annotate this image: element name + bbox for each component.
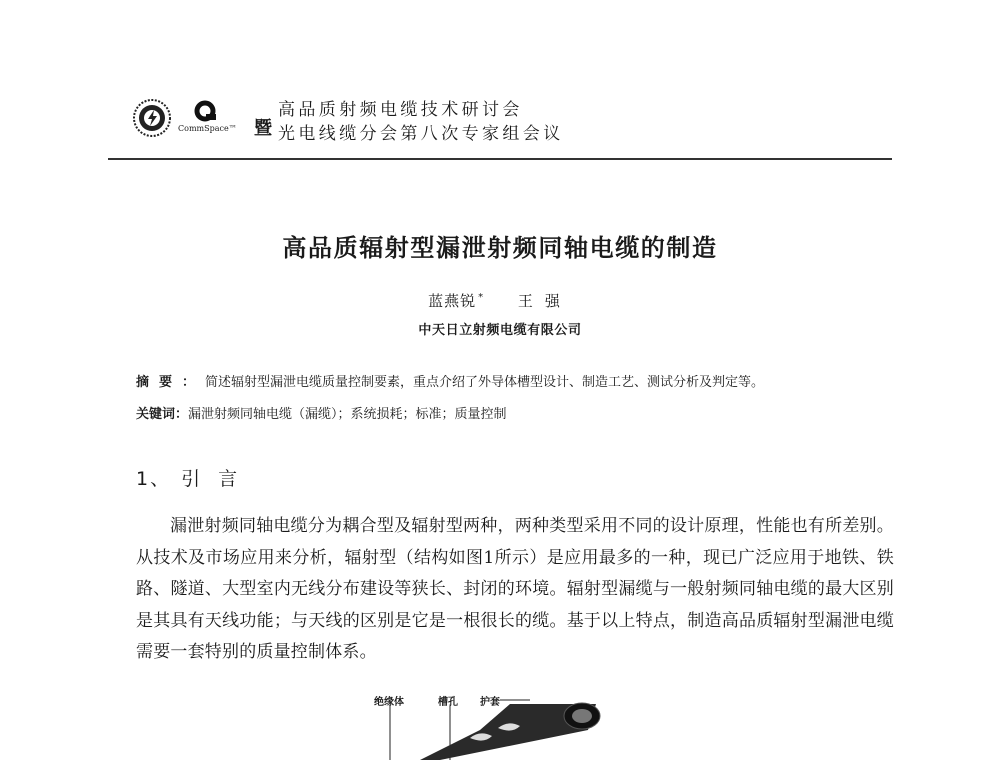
figure-label-slot: 槽孔: [438, 697, 458, 708]
abstract-label: 摘要：: [136, 375, 206, 390]
author-1-mark: *: [478, 292, 485, 303]
header-conjunction: 暨: [254, 118, 272, 139]
commscope-brand-text: CommSpace™: [178, 124, 237, 133]
header-line-2: 光电线缆分会第八次专家组会议: [278, 124, 564, 144]
commscope-mark-icon: [190, 100, 220, 124]
header-title-lines: [278, 98, 564, 146]
figure-label-jacket: 护套: [480, 697, 500, 708]
commscope-logo: [176, 100, 248, 140]
keywords: [136, 403, 507, 422]
section-number: 1、: [136, 468, 172, 490]
conference-badge-logo: [132, 98, 172, 138]
author-2: 王强: [517, 292, 572, 310]
figure-label-insulation: 绝缘体: [374, 697, 404, 708]
header-line-1: 高品质射频电缆技术研讨会: [278, 100, 523, 120]
abstract-text: 简述辐射型漏泄电缆质量控制要素，重点介绍了外导体槽型设计、制造工艺、测试分析及判定等。: [205, 375, 765, 390]
paper-title: 高品质辐射型漏泄射频同轴电缆的制造: [282, 234, 718, 262]
running-header: [132, 92, 892, 162]
header-divider: [108, 158, 892, 160]
keywords-label: 关键词：: [136, 407, 189, 422]
author-line: [0, 290, 1000, 311]
section-heading: [136, 464, 255, 491]
section-title: 引言: [181, 468, 256, 490]
author-1: 蓝燕锐: [428, 292, 477, 310]
introduction-paragraph: 漏泄射频同轴电缆分为耦合型及辐射型两种，两种类型采用不同的设计原理，性能也有所差别。从技术及市场应用来分析，辐射型（结构如图1所示）是应用最多的一种，现已广泛应用于地铁、铁路、隧道、大型室内无线分布建设等狭长、封闭的环境。辐射型漏缆与一般射频同轴电缆的最大区别是其具有天线功能；与天线的区别是它是一根很长的缆。基于以上特点，制造高品质辐射型漏泄电缆需要一套特别的质量控制体系。: [136, 516, 894, 662]
abstract: [136, 371, 764, 390]
affiliation: 中天日立射频电缆有限公司: [418, 323, 582, 338]
figure-1-cable-structure: [360, 690, 610, 760]
cable-drawing: [360, 690, 610, 760]
keywords-text: 漏泄射频同轴电缆（漏缆）；系统损耗；标准；质量控制: [188, 407, 507, 422]
